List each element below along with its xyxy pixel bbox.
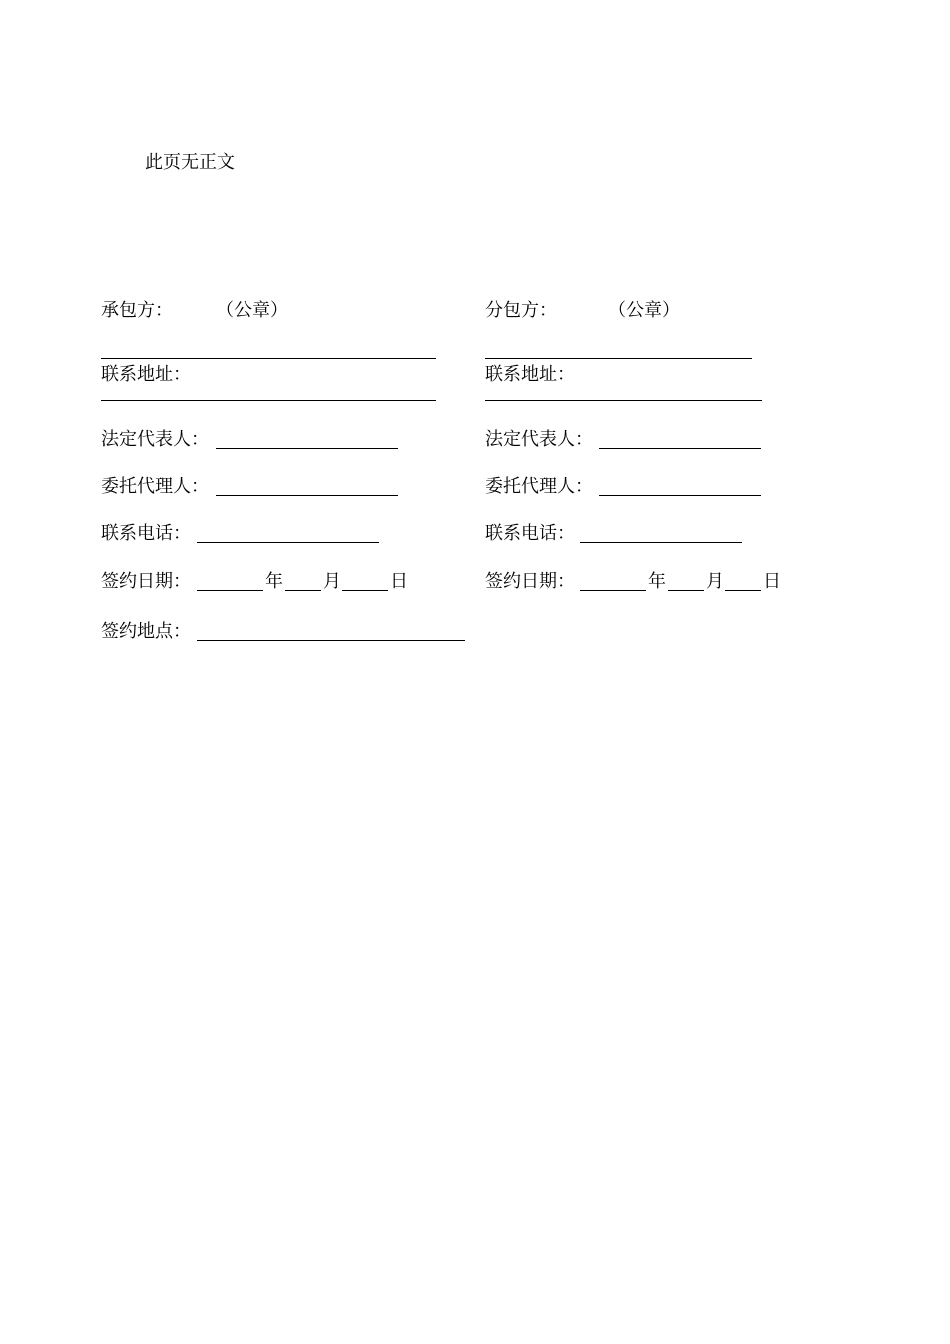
contractor-year-line[interactable] xyxy=(197,590,263,591)
subcontractor-phone-label: 联系电话： xyxy=(485,523,575,544)
subcontractor-legal-rep-label: 法定代表人： xyxy=(485,429,593,450)
contractor-legal-rep-label: 法定代表人： xyxy=(101,429,209,450)
subcontractor-year-label: 年 xyxy=(648,571,666,592)
contractor-phone-line[interactable] xyxy=(197,542,379,543)
subcontractor-month-line[interactable] xyxy=(668,590,704,591)
contractor-agent-line[interactable] xyxy=(216,495,398,496)
contractor-phone-label: 联系电话： xyxy=(101,523,191,544)
subcontractor-agent-line[interactable] xyxy=(599,495,761,496)
contractor-address-line[interactable] xyxy=(101,400,436,401)
subcontractor-address-label: 联系地址： xyxy=(485,364,575,385)
contractor-month-label: 月 xyxy=(323,571,341,592)
subcontractor-day-label: 日 xyxy=(763,571,781,592)
sign-place-label: 签约地点： xyxy=(101,621,191,642)
subcontractor-phone-line[interactable] xyxy=(580,542,742,543)
subcontractor-seal-label: （公章） xyxy=(608,300,680,321)
contractor-day-line[interactable] xyxy=(342,590,388,591)
sign-place-line[interactable] xyxy=(197,640,465,641)
contractor-name-line[interactable] xyxy=(101,358,436,359)
contractor-agent-label: 委托代理人： xyxy=(101,476,209,497)
page-note: 此页无正文 xyxy=(145,152,235,173)
contractor-sign-date-label: 签约日期： xyxy=(101,571,191,592)
contractor-address-label: 联系地址： xyxy=(101,364,191,385)
contractor-party-label: 承包方： xyxy=(101,300,173,321)
subcontractor-sign-date-label: 签约日期： xyxy=(485,571,575,592)
contractor-year-label: 年 xyxy=(265,571,283,592)
contractor-legal-rep-line[interactable] xyxy=(216,448,398,449)
subcontractor-address-line[interactable] xyxy=(485,400,762,401)
subcontractor-agent-label: 委托代理人： xyxy=(485,476,593,497)
subcontractor-month-label: 月 xyxy=(706,571,724,592)
contractor-day-label: 日 xyxy=(390,571,408,592)
subcontractor-party-label: 分包方： xyxy=(485,300,557,321)
contractor-seal-label: （公章） xyxy=(216,300,288,321)
subcontractor-day-line[interactable] xyxy=(725,590,761,591)
subcontractor-name-line[interactable] xyxy=(485,358,752,359)
subcontractor-legal-rep-line[interactable] xyxy=(599,448,761,449)
contractor-month-line[interactable] xyxy=(285,590,321,591)
subcontractor-year-line[interactable] xyxy=(580,590,646,591)
